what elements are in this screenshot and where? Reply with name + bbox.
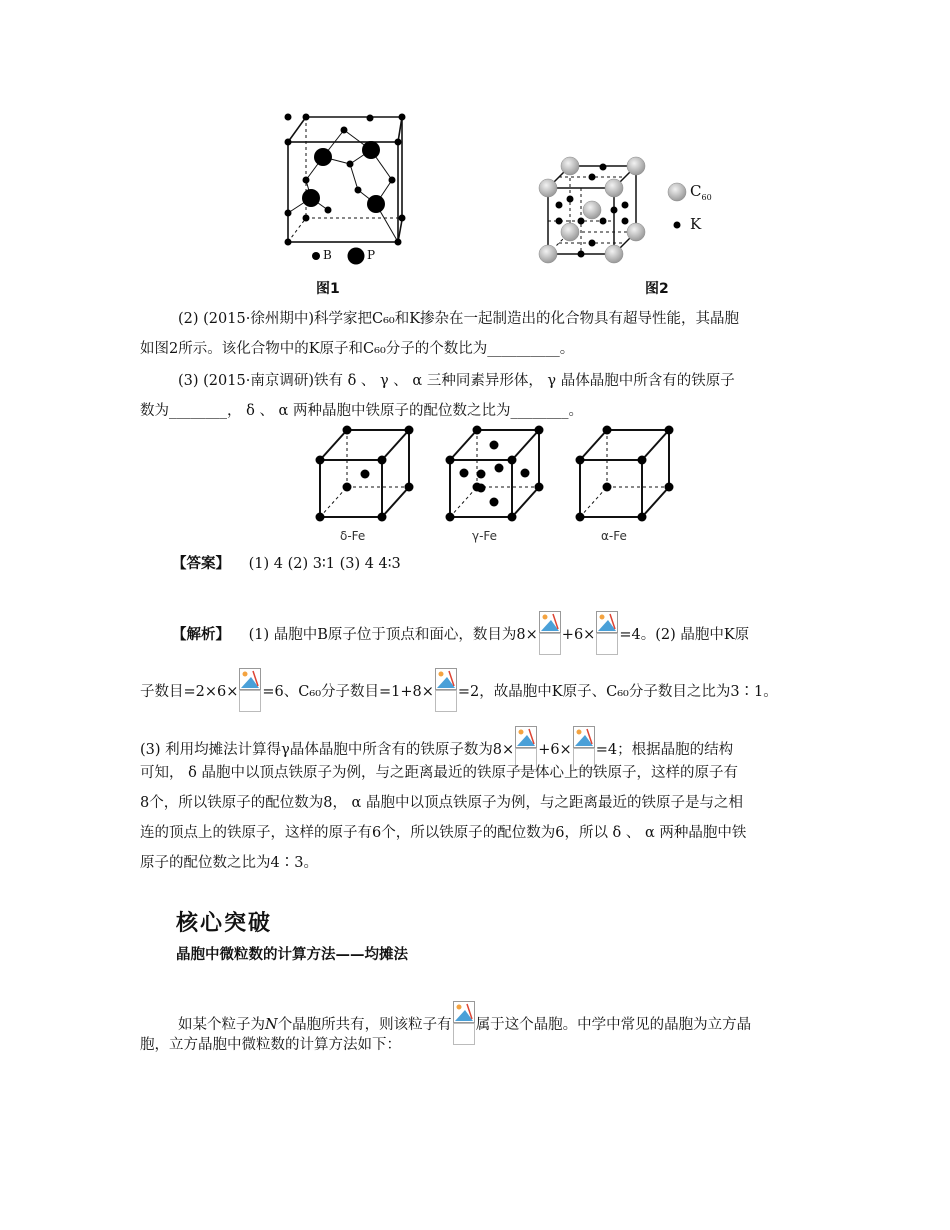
analysis-text-2a: 子数目=2×6×: [140, 684, 239, 700]
analysis-line-1: [172, 611, 749, 655]
legend-c60-base: C: [690, 182, 702, 200]
section-text-1c: 属于这个晶胞。中学中常见的晶胞为立方晶: [475, 1017, 752, 1033]
section-text-n: N: [265, 1017, 278, 1033]
section-text-1b: 个晶胞所共有，则该粒子有: [277, 1017, 452, 1033]
analysis-line-7: 原子的配位数之比为4∶3。: [140, 855, 318, 871]
analysis-text-3b: +6×: [538, 742, 572, 758]
fraction-image-placeholder: [453, 1001, 475, 1045]
question-2-line-1: (2) (2015·徐州期中)科学家把C₆₀和K掺杂在一起制造出的化合物具有超导性能，其晶胞: [178, 311, 740, 327]
figure-2-caption: 图2: [645, 281, 669, 297]
legend-k-label: K: [690, 215, 702, 233]
fe-cells-figure: [305, 422, 685, 552]
section-title: 核心突破: [176, 911, 273, 936]
fraction-image-placeholder: [596, 611, 618, 655]
analysis-text-1b: +6×: [561, 627, 596, 643]
figure-2: [535, 150, 735, 270]
section-subtitle: 晶胞中微粒数的计算方法——均摊法: [176, 947, 408, 963]
section-text-1a: 如某个粒子为: [178, 1017, 265, 1033]
legend-b-label: B: [323, 248, 332, 262]
k-c60-cell-diagram: [535, 150, 735, 270]
figure-1-caption: 图1: [316, 281, 340, 297]
fraction-image-placeholder: [539, 611, 561, 655]
analysis-text-1c: =4。(2) 晶胞中K原: [619, 627, 750, 643]
boron-phosphide-cell-diagram: [270, 100, 420, 275]
answer-line: [172, 554, 401, 574]
analysis-text-3c: =4；根据晶胞的结构: [595, 742, 734, 758]
figure-1: [270, 100, 420, 275]
alpha-fe-label: α-Fe: [601, 529, 627, 543]
fraction-image-placeholder: [239, 668, 261, 712]
analysis-line-6: 连的顶点上的铁原子，这样的原子有6个，所以铁原子的配位数为6，所以 δ 、 α 两种晶胞中铁: [140, 825, 747, 841]
analysis-label: 【解析】: [172, 626, 230, 643]
answer-text: (1) 4 (2) 3∶1 (3) 4 4∶3: [248, 556, 401, 572]
analysis-line-4: 可知， δ 晶胞中以顶点铁原子为例，与之距离最近的铁原子是体心上的铁原子，这样的原子有: [140, 765, 738, 781]
analysis-text-2c: =2，故晶胞中K原子、C₆₀分子数目之比为3∶1。: [457, 684, 778, 700]
fraction-image-placeholder: [435, 668, 457, 712]
analysis-text-2b: =6、C₆₀分子数目=1+8×: [262, 684, 434, 700]
analysis-text-1a: (1) 晶胞中B原子位于顶点和面心，数目为8×: [248, 627, 538, 643]
delta-fe-label: δ-Fe: [340, 529, 366, 543]
question-3-line-2: 数为________， δ 、 α 两种晶胞中铁原子的配位数之比为________。: [140, 403, 583, 419]
analysis-line-5: 8个，所以铁原子的配位数为8， α 晶胞中以顶点铁原子为例，与之距离最近的铁原子是与之相: [140, 795, 743, 811]
gamma-fe-label: γ-Fe: [472, 529, 498, 543]
analysis-text-3a: (3) 利用均摊法计算得γ晶体晶胞中所含有的铁原子数为8×: [140, 742, 515, 758]
legend-p-label: P: [367, 248, 376, 262]
legend-c60-sub: 60: [701, 193, 712, 202]
question-2-line-2: 如图2所示。该化合物中的K原子和C₆₀分子的个数比为__________。: [140, 341, 575, 357]
question-3-line-1: (3) (2015·南京调研)铁有 δ 、 γ 、 α 三种同素异形体， γ 晶体晶胞中所含有的铁原子: [178, 373, 735, 389]
fe-unit-cells-diagram: [305, 422, 685, 522]
analysis-line-2: [140, 668, 778, 712]
section-paragraph-line-2: 胞，立方晶胞中微粒数的计算方法如下：: [140, 1037, 401, 1053]
answer-label: 【答案】: [172, 555, 230, 572]
legend-c60-label: [690, 182, 712, 202]
